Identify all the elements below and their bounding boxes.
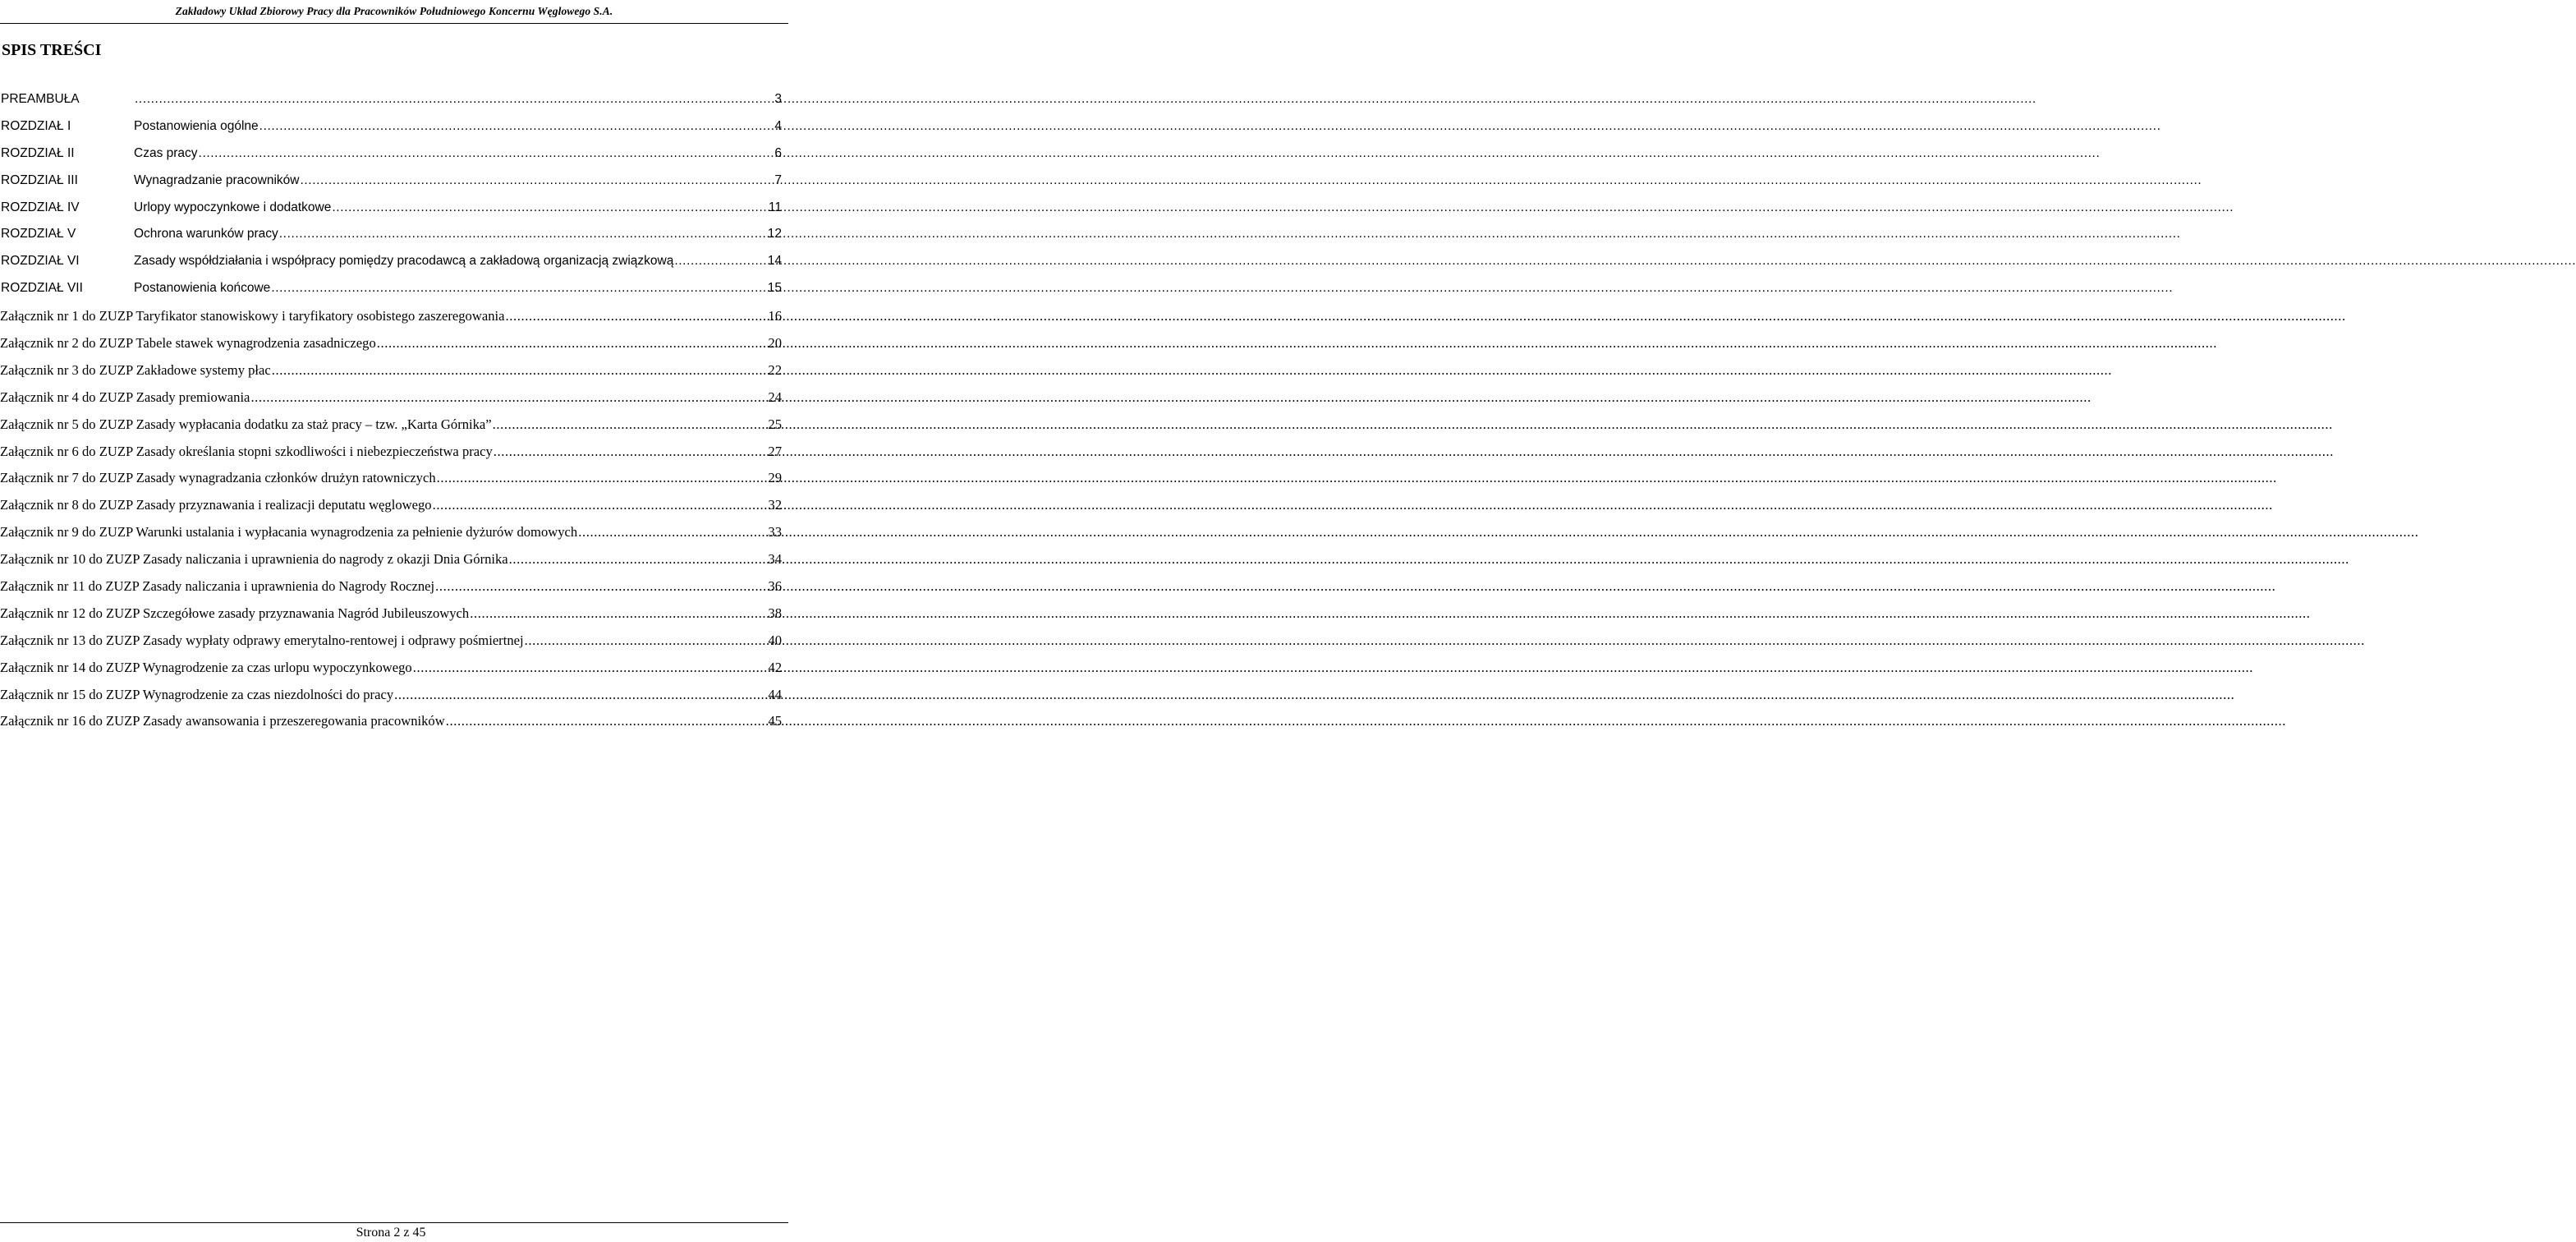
toc-page-number: 24 — [768, 389, 782, 405]
toc-dot-leader — [493, 444, 767, 460]
toc-entry-rozdzial-7[interactable] — [0, 281, 782, 308]
toc-page-number: 45 — [768, 713, 782, 729]
toc-page-number: 38 — [768, 605, 782, 621]
toc-entry-zalacznik-2[interactable] — [0, 335, 782, 362]
toc-dot-leader — [492, 416, 767, 433]
toc-page-number: 6 — [774, 145, 782, 160]
toc-page-number: 14 — [767, 254, 782, 269]
toc-dot-leader — [673, 254, 765, 269]
toc-annex-title: Załącznik nr 12 do ZUZP Szczegółowe zasady przyznawania Nagród Jubileuszowych — [0, 605, 470, 621]
toc-page-number: 42 — [768, 659, 782, 675]
toc-page-number: 15 — [767, 281, 782, 296]
toc-entry-rozdzial-3[interactable] — [0, 173, 782, 200]
toc-dot-leader — [436, 470, 767, 486]
toc-entry-zalacznik-4[interactable] — [0, 389, 782, 416]
toc-chapter-title: Czas pracy — [134, 145, 198, 160]
toc-dot-leader — [524, 632, 767, 649]
toc-entry-rozdzial-5[interactable] — [0, 227, 782, 254]
table-of-contents — [0, 92, 782, 740]
toc-chapter-number: ROZDZIAŁ IV — [1, 200, 80, 214]
toc-chapter-number: PREAMBUŁA — [1, 92, 80, 106]
toc-entry-zalacznik-1[interactable] — [0, 308, 782, 335]
toc-dot-leader — [259, 119, 774, 134]
toc-dot-leader — [434, 578, 766, 595]
toc-chapter-title: Zasady współdziałania i współpracy pomiędzy pracodawcą a zakładową organizacją związkową — [134, 254, 674, 269]
toc-annex-title: Załącznik nr 7 do ZUZP Zasady wynagradzania członków drużyn ratowniczych — [0, 470, 436, 486]
toc-chapter-title: Postanowienia końcowe — [134, 281, 271, 296]
toc-annex-title: Załącznik nr 1 do ZUZP Taryfikator stanowiskowy i taryfikatory osobistego zaszeregowania — [0, 308, 505, 324]
page-footer: Strona 2 z 45 — [356, 1226, 426, 1240]
toc-page-number: 40 — [768, 632, 782, 648]
toc-dot-leader — [299, 173, 773, 188]
toc-dot-leader — [504, 308, 766, 324]
toc-entry-zalacznik-15[interactable] — [0, 687, 782, 714]
toc-dot-leader — [270, 281, 765, 296]
toc-dot-leader — [432, 497, 767, 513]
toc-dot-leader — [198, 146, 774, 161]
toc-annex-title: Załącznik nr 2 do ZUZP Tabele stawek wynagrodzenia zasadniczego — [0, 335, 376, 352]
toc-page-number: 29 — [768, 470, 782, 486]
toc-dot-leader — [134, 92, 773, 107]
toc-dot-leader — [577, 524, 766, 540]
toc-dot-leader — [469, 605, 766, 622]
toc-dot-leader — [412, 660, 767, 676]
toc-entry-rozdzial-1[interactable] — [0, 119, 782, 146]
toc-entry-zalacznik-3[interactable] — [0, 362, 782, 389]
toc-page-number: 11 — [768, 200, 782, 214]
toc-annex-title: Załącznik nr 10 do ZUZP Zasady naliczania i uprawnienia do nagrody z okazji Dnia Górnika — [0, 551, 508, 568]
toc-page-number: 3 — [774, 92, 782, 106]
toc-dot-leader — [508, 551, 767, 568]
toc-title: SPIS TREŚCI — [2, 41, 102, 59]
toc-dot-leader — [271, 362, 767, 379]
toc-entry-rozdzial-4[interactable] — [0, 200, 782, 228]
toc-chapter-number: ROZDZIAŁ III — [1, 172, 78, 187]
footer-divider — [0, 1222, 788, 1223]
toc-chapter-number: ROZDZIAŁ V — [1, 227, 76, 242]
toc-page-number: 16 — [768, 308, 782, 324]
toc-chapter-title: Postanowienia ogólne — [134, 118, 259, 133]
toc-chapter-number: ROZDZIAŁ II — [1, 145, 75, 160]
toc-annex-title: Załącznik nr 6 do ZUZP Zasady określania stopni szkodliwości i niebezpieczeństwa pracy — [0, 443, 493, 459]
toc-chapter-number: ROZDZIAŁ VI — [1, 254, 80, 269]
toc-dot-leader — [393, 687, 766, 703]
toc-entry-zalacznik-14[interactable] — [0, 660, 782, 687]
toc-page-number: 27 — [768, 443, 782, 459]
page-header — [0, 0, 788, 24]
toc-chapter-number: ROZDZIAŁ VII — [1, 281, 83, 296]
toc-annex-title: Załącznik nr 14 do ZUZP Wynagrodzenie za czas urlopu wypoczynkowego — [0, 659, 412, 675]
toc-annex-title: Załącznik nr 8 do ZUZP Zasady przyznawania i realizacji deputatu węglowego — [0, 497, 432, 513]
toc-annex-title: Załącznik nr 13 do ZUZP Zasady wypłaty odprawy emerytalno-rentowej i odprawy pośmiertnej — [0, 632, 524, 648]
toc-entry-zalacznik-16[interactable] — [0, 713, 782, 740]
toc-entry-zalacznik-7[interactable] — [0, 470, 782, 497]
toc-entry-zalacznik-6[interactable] — [0, 444, 782, 471]
toc-page-number: 36 — [768, 578, 782, 595]
toc-entry-zalacznik-9[interactable] — [0, 524, 782, 551]
toc-page-number: 12 — [767, 227, 782, 242]
toc-dot-leader — [445, 713, 767, 729]
toc-page-number: 25 — [768, 416, 782, 432]
toc-chapter-title: Urlopy wypoczynkowe i dodatkowe — [134, 200, 332, 214]
toc-entry-rozdzial-6[interactable] — [0, 254, 782, 281]
toc-annex-title: Załącznik nr 5 do ZUZP Zasady wypłacania dodatku za staż pracy – tzw. „Karta Górnika” — [0, 416, 492, 432]
toc-entry-zalacznik-13[interactable] — [0, 632, 782, 660]
toc-page-number: 44 — [768, 686, 782, 702]
toc-dot-leader — [278, 227, 766, 242]
toc-entry-preambula[interactable] — [0, 92, 782, 119]
toc-entry-zalacznik-8[interactable] — [0, 497, 782, 524]
toc-entry-zalacznik-11[interactable] — [0, 578, 782, 605]
toc-chapter-title: Wynagradzanie pracowników — [134, 172, 300, 187]
toc-page-number: 20 — [768, 335, 782, 352]
toc-page-number: 22 — [768, 361, 782, 378]
toc-page-number: 7 — [774, 172, 782, 187]
toc-entry-rozdzial-2[interactable] — [0, 146, 782, 173]
toc-page-number: 34 — [768, 551, 782, 568]
toc-page-number: 32 — [768, 497, 782, 513]
toc-chapter-number: ROZDZIAŁ I — [1, 118, 71, 133]
toc-entry-zalacznik-12[interactable] — [0, 605, 782, 632]
toc-annex-title: Załącznik nr 4 do ZUZP Zasady premiowania — [0, 389, 250, 405]
toc-page-number: 4 — [774, 118, 782, 133]
toc-chapter-title: Ochrona warunków pracy — [134, 227, 278, 242]
toc-annex-title: Załącznik nr 11 do ZUZP Zasady naliczania i uprawnienia do Nagrody Rocznej — [0, 578, 435, 595]
toc-annex-title: Załącznik nr 3 do ZUZP Zakładowe systemy płac — [0, 361, 271, 378]
toc-annex-title: Załącznik nr 9 do ZUZP Warunki ustalania i wypłacania wynagrodzenia za pełnienie dyżurów domowych — [0, 524, 578, 540]
toc-page-number: 33 — [768, 524, 782, 540]
toc-annex-title: Załącznik nr 16 do ZUZP Zasady awansowania i przeszeregowania pracowników — [0, 713, 445, 729]
toc-dot-leader — [331, 200, 767, 215]
toc-dot-leader — [250, 389, 766, 406]
toc-entry-zalacznik-10[interactable] — [0, 551, 782, 578]
header-title: Zakładowy Układ Zbiorowy Pracy dla Pracowników Południowego Koncernu Węglowego S.A. — [175, 5, 613, 17]
toc-dot-leader — [376, 335, 767, 352]
toc-annex-title: Załącznik nr 15 do ZUZP Wynagrodzenie za czas niezdolności do pracy — [0, 686, 394, 702]
toc-entry-zalacznik-5[interactable] — [0, 416, 782, 444]
